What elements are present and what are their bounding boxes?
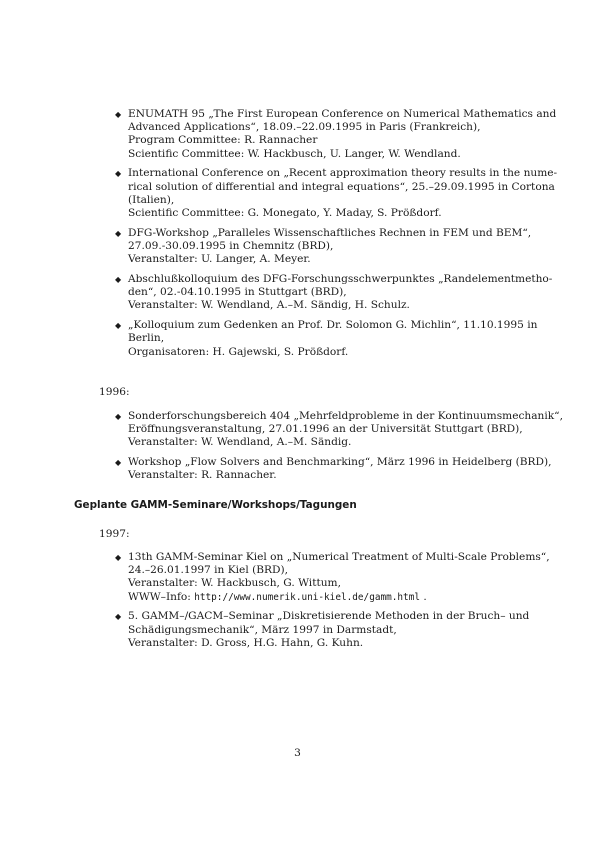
section-title: Geplante GAMM-Seminare/Workshops/Tagungen [74,499,357,511]
item-line: Program Committee: R. Rannacher [128,134,318,147]
item-line: Advanced Applications“, 18.09.–22.09.1995 in Paris (Frankreich), [128,121,481,134]
bullet-icon: ◆ [115,275,122,285]
list-item [115,167,558,220]
item-line: ENUMATH 95 „The First European Conference on Numerical Mathematics and [128,108,557,120]
item-line: Sonderforschungsbereich 404 „Mehrfeldprobleme in der Kontinuumsmechanik“, [128,410,563,422]
item-line: Veranstalter: W. Hackbusch, G. Wittum, [128,577,341,590]
list-item [115,227,533,267]
item-line: Abschlußkolloquium des DFG-Forschungsschwerpunktes „Randelementmetho- [128,273,553,286]
list-item [115,551,550,604]
item-line: 24.–26.01.1997 in Kiel (BRD), [128,564,288,577]
item-line: Veranstalter: R. Rannacher. [128,469,277,482]
item-line: Schädigungsmechanik“, März 1997 in Darmstadt, [128,623,397,636]
year-1997-heading: 1997: [99,528,130,540]
item-line: Scientific Committee: W. Hackbusch, U. Langer, W. Wendland. [128,147,461,160]
item-line: Veranstalter: U. Langer, A. Meyer. [128,253,311,266]
item-line: 27.09.-30.09.1995 in Chemnitz (BRD), [128,240,334,253]
list-item [115,410,563,450]
bullet-icon: ◆ [115,110,122,119]
item-line: Organisatoren: H. Gajewski, S. Prößdorf. [128,345,349,358]
www-link[interactable]: http://www.numerik.uni-kiel.de/gamm.html [194,591,420,603]
year-1996-heading: 1996: [99,386,130,398]
item-line: Eröffnungsveranstaltung, 27.01.1996 an der Universität Stuttgart (BRD), [128,423,523,436]
www-info-suffix: . [420,590,427,603]
bullet-icon: ◆ [115,412,122,421]
item-line: Berlin, [128,332,165,345]
list-item [115,273,553,313]
item-line: Workshop „Flow Solvers and Benchmarking“, März 1996 in Heidelberg (BRD), [128,456,552,469]
item-line: Veranstalter: W. Wendland, A.–M. Sändig. [128,436,352,449]
item-line: den“, 02.-04.10.1995 in Stuttgart (BRD), [128,286,347,299]
item-line: Veranstalter: W. Wendland, A.–M. Sändig, H. Schulz. [128,299,410,312]
item-line: Scientific Committee: G. Monegato, Y. Maday, S. Prößdorf. [128,207,442,220]
bullet-icon: ◆ [115,321,122,331]
list-item [115,108,557,161]
events-1996-list [115,410,563,489]
events-1995-list [115,108,558,365]
www-info-label: WWW–Info: [128,590,195,603]
bullet-icon: ◆ [115,458,122,468]
events-1997-list [115,551,550,657]
item-line: International Conference on „Recent approximation theory results in the nume- [128,167,558,180]
item-line: (Italien), [128,193,175,206]
item-line: rical solution of differential and integral equations“, 25.–29.09.1995 in Cortona [128,180,555,193]
item-line: „Kolloquium zum Gedenken an Prof. Dr. Solomon G. Michlin“, 11.10.1995 in [128,319,538,332]
bullet-icon: ◆ [115,553,122,562]
item-line: 5. GAMM–/GACM–Seminar „Diskretisierende Methoden in der Bruch– und [128,610,530,623]
list-item [115,456,552,482]
page-number: 3 [294,747,301,759]
list-item [115,319,538,359]
item-line: DFG-Workshop „Paralleles Wissenschaftliches Rechnen in FEM und BEM“, [128,226,532,239]
list-item [115,610,533,650]
item-line: Veranstalter: D. Gross, H.G. Hahn, G. Kuhn. [128,636,364,649]
www-info-line [128,591,533,604]
bullet-icon: ◆ [115,228,122,238]
item-line: 13th GAMM-Seminar Kiel on „Numerical Treatment of Multi-Scale Problems“, [128,551,550,563]
bullet-icon: ◆ [115,612,122,622]
bullet-icon: ◆ [115,169,122,179]
